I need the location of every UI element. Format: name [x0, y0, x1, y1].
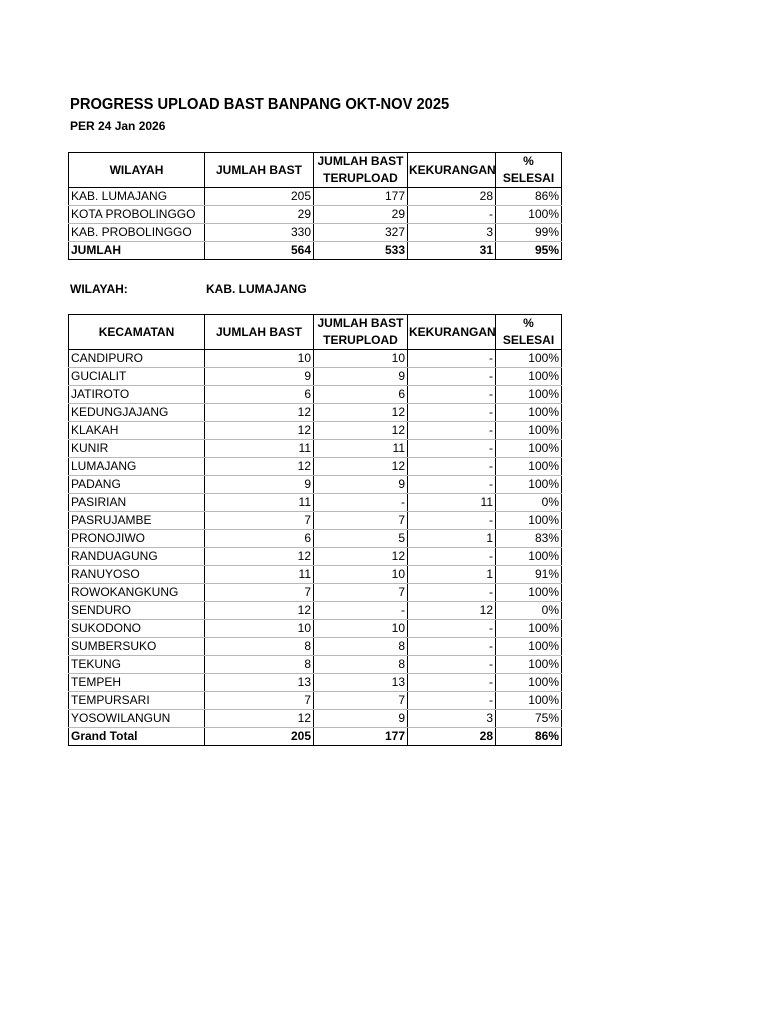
value-cell: - [408, 656, 496, 674]
value-cell: 9 [314, 368, 408, 386]
value-cell: 533 [314, 242, 408, 260]
value-cell: 13 [314, 674, 408, 692]
table-row [69, 494, 562, 512]
value-cell: 177 [314, 728, 408, 746]
value-cell: 12 [205, 602, 314, 620]
table-row [69, 656, 562, 674]
value-cell: 91% [496, 566, 562, 584]
wilayah-value: KAB. LUMAJANG [206, 282, 307, 296]
value-cell: 12 [205, 422, 314, 440]
row-label-cell: KLAKAH [69, 422, 205, 440]
value-cell: 7 [205, 692, 314, 710]
row-label-cell: PRONOJIWO [69, 530, 205, 548]
value-cell: - [408, 620, 496, 638]
row-label-cell: PASRUJAMBE [69, 512, 205, 530]
value-cell: 100% [496, 638, 562, 656]
row-label-cell: YOSOWILANGUN [69, 710, 205, 728]
total-row [69, 728, 562, 746]
value-cell: 100% [496, 656, 562, 674]
header-jumlah-bast: JUMLAH BAST [205, 315, 314, 350]
table-row [69, 512, 562, 530]
row-label-cell: SENDURO [69, 602, 205, 620]
value-cell: 11 [205, 440, 314, 458]
value-cell: 8 [314, 638, 408, 656]
value-cell: 8 [205, 638, 314, 656]
value-cell: 9 [314, 710, 408, 728]
value-cell: 100% [496, 350, 562, 368]
table-row [69, 602, 562, 620]
value-cell: - [314, 602, 408, 620]
value-cell: 12 [205, 404, 314, 422]
summary-header-row [69, 153, 562, 188]
table-row [69, 458, 562, 476]
value-cell: - [314, 494, 408, 512]
row-label-cell: TEMPURSARI [69, 692, 205, 710]
value-cell: 3 [408, 224, 496, 242]
table-row [69, 386, 562, 404]
value-cell: 8 [314, 656, 408, 674]
table-row [69, 350, 562, 368]
value-cell: 29 [205, 206, 314, 224]
table-row [69, 422, 562, 440]
detail-table [68, 314, 562, 746]
header-jumlah-bast-terupload: JUMLAH BAST TERUPLOAD [314, 153, 408, 188]
value-cell: 11 [314, 440, 408, 458]
value-cell: 8 [205, 656, 314, 674]
value-cell: 6 [205, 530, 314, 548]
header-wilayah: WILAYAH [69, 153, 205, 188]
value-cell: - [408, 584, 496, 602]
value-cell: 28 [408, 728, 496, 746]
value-cell: 12 [314, 548, 408, 566]
header-jumlah-bast-terupload: JUMLAH BAST TERUPLOAD [314, 315, 408, 350]
row-label-cell: SUMBERSUKO [69, 638, 205, 656]
row-label-cell: LUMAJANG [69, 458, 205, 476]
value-cell: 3 [408, 710, 496, 728]
value-cell: - [408, 512, 496, 530]
row-label-cell: PASIRIAN [69, 494, 205, 512]
value-cell: 83% [496, 530, 562, 548]
value-cell: 95% [496, 242, 562, 260]
value-cell: 100% [496, 458, 562, 476]
value-cell: - [408, 440, 496, 458]
value-cell: - [408, 350, 496, 368]
row-label-cell: CANDIPURO [69, 350, 205, 368]
value-cell: 12 [205, 458, 314, 476]
row-label-cell: KEDUNGJAJANG [69, 404, 205, 422]
detail-header-row [69, 315, 562, 350]
value-cell: - [408, 422, 496, 440]
value-cell: 10 [314, 566, 408, 584]
wilayah-label: WILAYAH: [70, 282, 128, 296]
value-cell: 10 [205, 620, 314, 638]
row-label-cell: PADANG [69, 476, 205, 494]
row-label-cell: RANUYOSO [69, 566, 205, 584]
row-label-cell: JUMLAH [69, 242, 205, 260]
value-cell: - [408, 692, 496, 710]
value-cell: 0% [496, 602, 562, 620]
value-cell: 12 [314, 404, 408, 422]
value-cell: 11 [205, 494, 314, 512]
table-row [69, 476, 562, 494]
row-label-cell: TEMPEH [69, 674, 205, 692]
value-cell: - [408, 206, 496, 224]
value-cell: - [408, 386, 496, 404]
value-cell: 7 [314, 584, 408, 602]
table-row [69, 368, 562, 386]
value-cell: 7 [314, 692, 408, 710]
header-kekurangan: KEKURANGAN [408, 153, 496, 188]
value-cell: 100% [496, 512, 562, 530]
value-cell: 177 [314, 188, 408, 206]
value-cell: 1 [408, 566, 496, 584]
table-row [69, 224, 562, 242]
table-row [69, 530, 562, 548]
value-cell: 12 [314, 458, 408, 476]
table-row [69, 620, 562, 638]
value-cell: 7 [314, 512, 408, 530]
report-date: PER 24 Jan 2026 [70, 119, 166, 133]
table-row [69, 188, 562, 206]
value-cell: 100% [496, 386, 562, 404]
value-cell: 0% [496, 494, 562, 512]
value-cell: 330 [205, 224, 314, 242]
value-cell: 10 [314, 620, 408, 638]
table-row [69, 674, 562, 692]
value-cell: 31 [408, 242, 496, 260]
value-cell: 100% [496, 584, 562, 602]
table-row [69, 566, 562, 584]
header-persen-selesai: % SELESAI [496, 315, 562, 350]
table-row [69, 692, 562, 710]
value-cell: - [408, 674, 496, 692]
value-cell: 205 [205, 728, 314, 746]
table-row [69, 584, 562, 602]
value-cell: 12 [408, 602, 496, 620]
table-row [69, 548, 562, 566]
row-label-cell: GUCIALIT [69, 368, 205, 386]
value-cell: 13 [205, 674, 314, 692]
value-cell: - [408, 404, 496, 422]
value-cell: 6 [314, 386, 408, 404]
value-cell: 1 [408, 530, 496, 548]
value-cell: 28 [408, 188, 496, 206]
row-label-cell: Grand Total [69, 728, 205, 746]
row-label-cell: KOTA PROBOLINGGO [69, 206, 205, 224]
value-cell: 9 [205, 476, 314, 494]
row-label-cell: KAB. PROBOLINGGO [69, 224, 205, 242]
table-row [69, 404, 562, 422]
summary-table [68, 152, 562, 260]
value-cell: 7 [205, 584, 314, 602]
value-cell: 6 [205, 386, 314, 404]
value-cell: 29 [314, 206, 408, 224]
value-cell: 12 [314, 422, 408, 440]
value-cell: 100% [496, 674, 562, 692]
table-row [69, 710, 562, 728]
value-cell: 86% [496, 188, 562, 206]
header-persen-selesai: % SELESAI [496, 153, 562, 188]
page-title: PROGRESS UPLOAD BAST BANPANG OKT-NOV 2025 [70, 96, 450, 113]
value-cell: 10 [314, 350, 408, 368]
table-row [69, 638, 562, 656]
value-cell: 564 [205, 242, 314, 260]
value-cell: 100% [496, 404, 562, 422]
value-cell: 11 [205, 566, 314, 584]
value-cell: - [408, 548, 496, 566]
value-cell: - [408, 638, 496, 656]
value-cell: 86% [496, 728, 562, 746]
value-cell: 100% [496, 692, 562, 710]
header-kecamatan: KECAMATAN [69, 315, 205, 350]
value-cell: 100% [496, 620, 562, 638]
total-row [69, 242, 562, 260]
header-kekurangan: KEKURANGAN [408, 315, 496, 350]
row-label-cell: TEKUNG [69, 656, 205, 674]
value-cell: - [408, 476, 496, 494]
header-jumlah-bast: JUMLAH BAST [205, 153, 314, 188]
value-cell: 75% [496, 710, 562, 728]
row-label-cell: RANDUAGUNG [69, 548, 205, 566]
row-label-cell: KUNIR [69, 440, 205, 458]
value-cell: - [408, 458, 496, 476]
value-cell: 100% [496, 440, 562, 458]
value-cell: 99% [496, 224, 562, 242]
value-cell: 9 [205, 368, 314, 386]
value-cell: 11 [408, 494, 496, 512]
row-label-cell: ROWOKANGKUNG [69, 584, 205, 602]
row-label-cell: JATIROTO [69, 386, 205, 404]
value-cell: 100% [496, 548, 562, 566]
value-cell: 205 [205, 188, 314, 206]
value-cell: 327 [314, 224, 408, 242]
value-cell: 10 [205, 350, 314, 368]
table-row [69, 206, 562, 224]
value-cell: 7 [205, 512, 314, 530]
table-row [69, 440, 562, 458]
value-cell: - [408, 368, 496, 386]
value-cell: 12 [205, 710, 314, 728]
value-cell: 100% [496, 422, 562, 440]
value-cell: 9 [314, 476, 408, 494]
value-cell: 100% [496, 368, 562, 386]
value-cell: 12 [205, 548, 314, 566]
value-cell: 5 [314, 530, 408, 548]
value-cell: 100% [496, 476, 562, 494]
row-label-cell: SUKODONO [69, 620, 205, 638]
row-label-cell: KAB. LUMAJANG [69, 188, 205, 206]
value-cell: 100% [496, 206, 562, 224]
